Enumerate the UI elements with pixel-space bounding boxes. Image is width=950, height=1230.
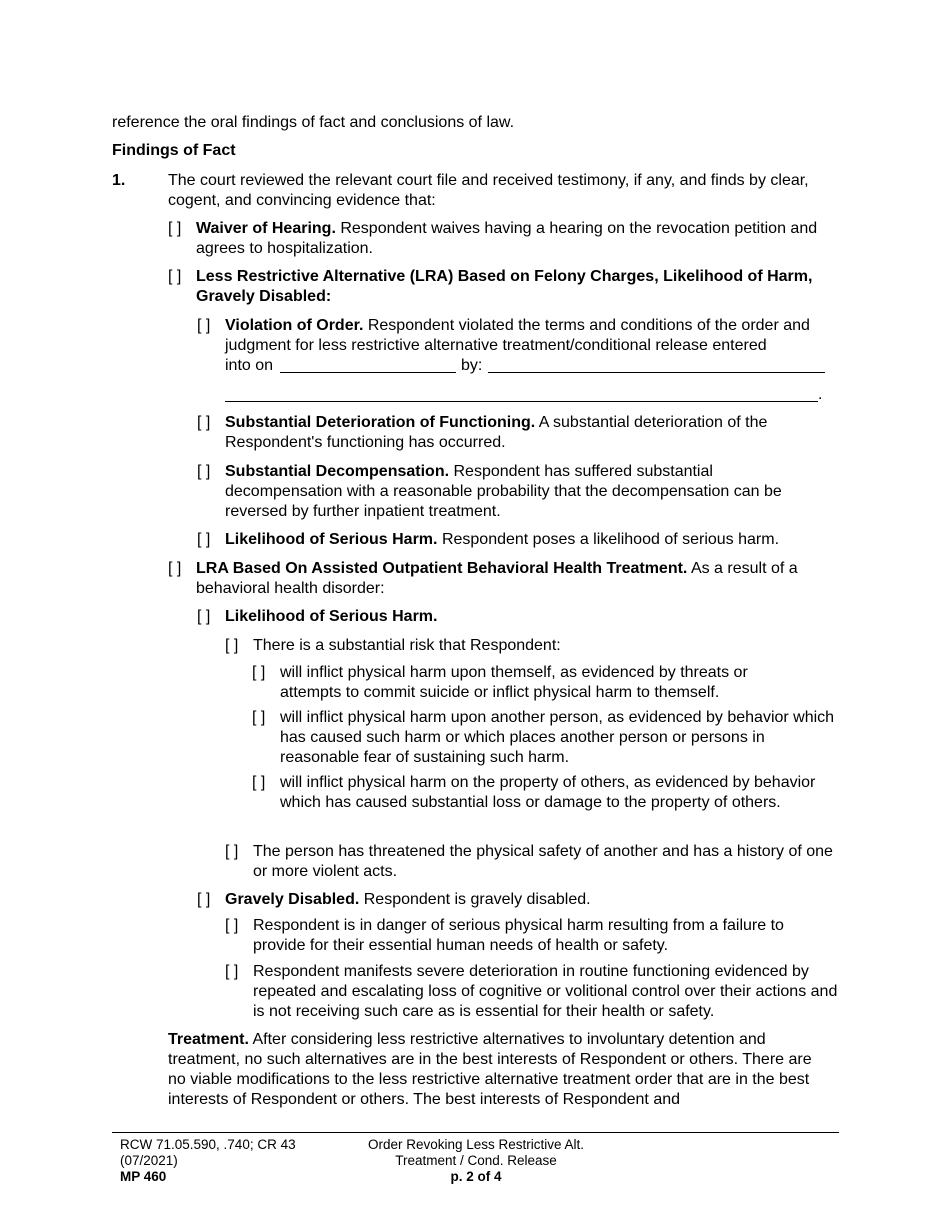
risk-option <box>225 636 825 656</box>
harm-other-text: will inflict physical harm upon another person, as evidenced by behavior which has caused such harm or which places another person or persons in reasonable fear of sustaining such harm. <box>280 709 835 766</box>
likelihood-felony-text: Respondent poses a likelihood of serious harm. <box>441 531 780 548</box>
danger-text: Respondent is in danger of serious physical harm resulting from a failure to provide for their essential human needs of health or safety. <box>253 917 784 954</box>
harm-other-checkbox[interactable]: [ ] <box>252 709 266 726</box>
footer-rcw: RCW 71.05.590, .740; CR 43 <box>120 1137 296 1152</box>
lra-aot-text: As a result of a behavioral health disorder: <box>196 560 798 597</box>
violation-date-field[interactable] <box>280 358 456 373</box>
footer-title-line1: Order Revoking Less Restrictive Alt. <box>367 1137 585 1152</box>
decompensation-checkbox[interactable]: [ ] <box>197 463 211 480</box>
violation-by-field-continued[interactable] <box>225 387 818 402</box>
violation-title: Violation of Order. <box>225 317 364 334</box>
likelihood-aot-option <box>197 607 817 627</box>
decompensation-text: Respondent has suffered substantial decompensation with a reasonable probability that the decompensation can be reversed by further inpatient treatment. <box>225 463 782 520</box>
violation-checkbox[interactable]: [ ] <box>197 317 211 334</box>
likelihood-aot-checkbox[interactable]: [ ] <box>197 608 211 625</box>
risk-text: There is a substantial risk that Respondent: <box>253 637 561 654</box>
deterioration-checkbox[interactable]: [ ] <box>197 414 211 431</box>
treatment-text: After considering less restrictive alternatives to involuntary detention and treatment, no such alternatives are in the best interests of Respondent or others. There are no viable modifications to the less restrictive alternative treatment order that are in the best interests of Respondent or others. The best interests of Respondent and <box>168 1031 812 1108</box>
lra-felony-option <box>168 267 818 307</box>
footer-date: (07/2021) <box>120 1153 178 1168</box>
likelihood-felony-checkbox[interactable]: [ ] <box>197 531 211 548</box>
lra-felony-title: Less Restrictive Alternative (LRA) Based on Felony Charges, Likelihood of Harm, Gravely Disabled: <box>196 268 813 305</box>
findings-heading: Findings of Fact <box>112 142 236 159</box>
waiver-option <box>168 219 868 259</box>
harm-property-option <box>252 773 837 813</box>
lra-aot-title: LRA Based On Assisted Outpatient Behavioral Health Treatment. <box>196 560 688 577</box>
threatened-checkbox[interactable]: [ ] <box>225 843 239 860</box>
lra-aot-option <box>168 559 838 599</box>
waiver-text: Respondent waives having a hearing on the revocation petition and agrees to hospitalization. <box>196 220 818 257</box>
decompensation-option <box>197 462 827 522</box>
decompensation-title: Substantial Decompensation. <box>225 463 450 480</box>
treatment-paragraph <box>168 1030 830 1110</box>
waiver-checkbox[interactable]: [ ] <box>168 220 182 237</box>
manifests-option <box>225 962 845 1022</box>
threatened-text: The person has threatened the physical safety of another and has a history of one or more violent acts. <box>253 843 833 880</box>
danger-option <box>225 916 825 956</box>
footer-rule <box>112 1132 839 1133</box>
violation-period: . <box>818 386 823 403</box>
footer-title-line2: Treatment / Cond. Release <box>395 1153 557 1168</box>
deterioration-text: A substantial deterioration of the Respondent's functioning has occurred. <box>225 414 768 451</box>
violation-into-on-label: into on <box>225 357 274 374</box>
manifests-text: Respondent manifests severe deterioration in routine functioning evidenced by repeated and escalating loss of cognitive or volitional control over their actions and is not receiving such care as is essential for their health or safety. <box>253 963 838 1020</box>
lra-aot-checkbox[interactable]: [ ] <box>168 560 182 577</box>
risk-checkbox[interactable]: [ ] <box>225 637 239 654</box>
harm-property-text: will inflict physical harm on the property of others, as evidenced by behavior which has caused substantial loss or damage to the property of others. <box>280 774 816 811</box>
finding-1-text: The court reviewed the relevant court file and received testimony, if any, and finds by clear, cogent, and convincing evidence that: <box>168 172 809 209</box>
footer-form-number: MP 460 <box>120 1169 167 1184</box>
harm-self-checkbox[interactable]: [ ] <box>252 664 266 681</box>
gravely-text: Respondent is gravely disabled. <box>363 891 591 908</box>
harm-self-text: will inflict physical harm upon themself, as evidenced by threats or attempts to commit suicide or inflict physical harm to themself. <box>280 664 748 701</box>
harm-property-checkbox[interactable]: [ ] <box>252 774 266 791</box>
intro-text: reference the oral findings of fact and conclusions of law. <box>112 114 515 131</box>
footer-center <box>326 1137 626 1185</box>
waiver-title: Waiver of Hearing. <box>196 220 336 237</box>
deterioration-title: Substantial Deterioration of Functioning. <box>225 414 536 431</box>
gravely-title: Gravely Disabled. <box>225 891 360 908</box>
footer-page-number: p. 2 of 4 <box>450 1169 502 1184</box>
manifests-checkbox[interactable]: [ ] <box>225 963 239 980</box>
danger-checkbox[interactable]: [ ] <box>225 917 239 934</box>
deterioration-option <box>197 413 827 453</box>
violation-option <box>197 316 847 356</box>
gravely-checkbox[interactable]: [ ] <box>197 891 211 908</box>
harm-other-option <box>252 708 837 768</box>
lra-felony-checkbox[interactable]: [ ] <box>168 268 182 285</box>
treatment-title: Treatment. <box>168 1031 249 1048</box>
harm-self-option <box>252 663 812 703</box>
likelihood-aot-title: Likelihood of Serious Harm. <box>225 608 438 625</box>
threatened-option <box>225 842 845 882</box>
gravely-option <box>197 890 817 910</box>
finding-1-number: 1. <box>112 172 126 189</box>
violation-by-field[interactable] <box>488 358 825 373</box>
violation-text: Respondent violated the terms and conditions of the order and judgment for less restrictive alternative treatment/conditional release entered <box>225 317 810 354</box>
likelihood-felony-title: Likelihood of Serious Harm. <box>225 531 438 548</box>
violation-by-label: by: <box>461 357 483 374</box>
footer-left <box>120 1137 296 1185</box>
likelihood-felony-option <box>197 530 847 550</box>
